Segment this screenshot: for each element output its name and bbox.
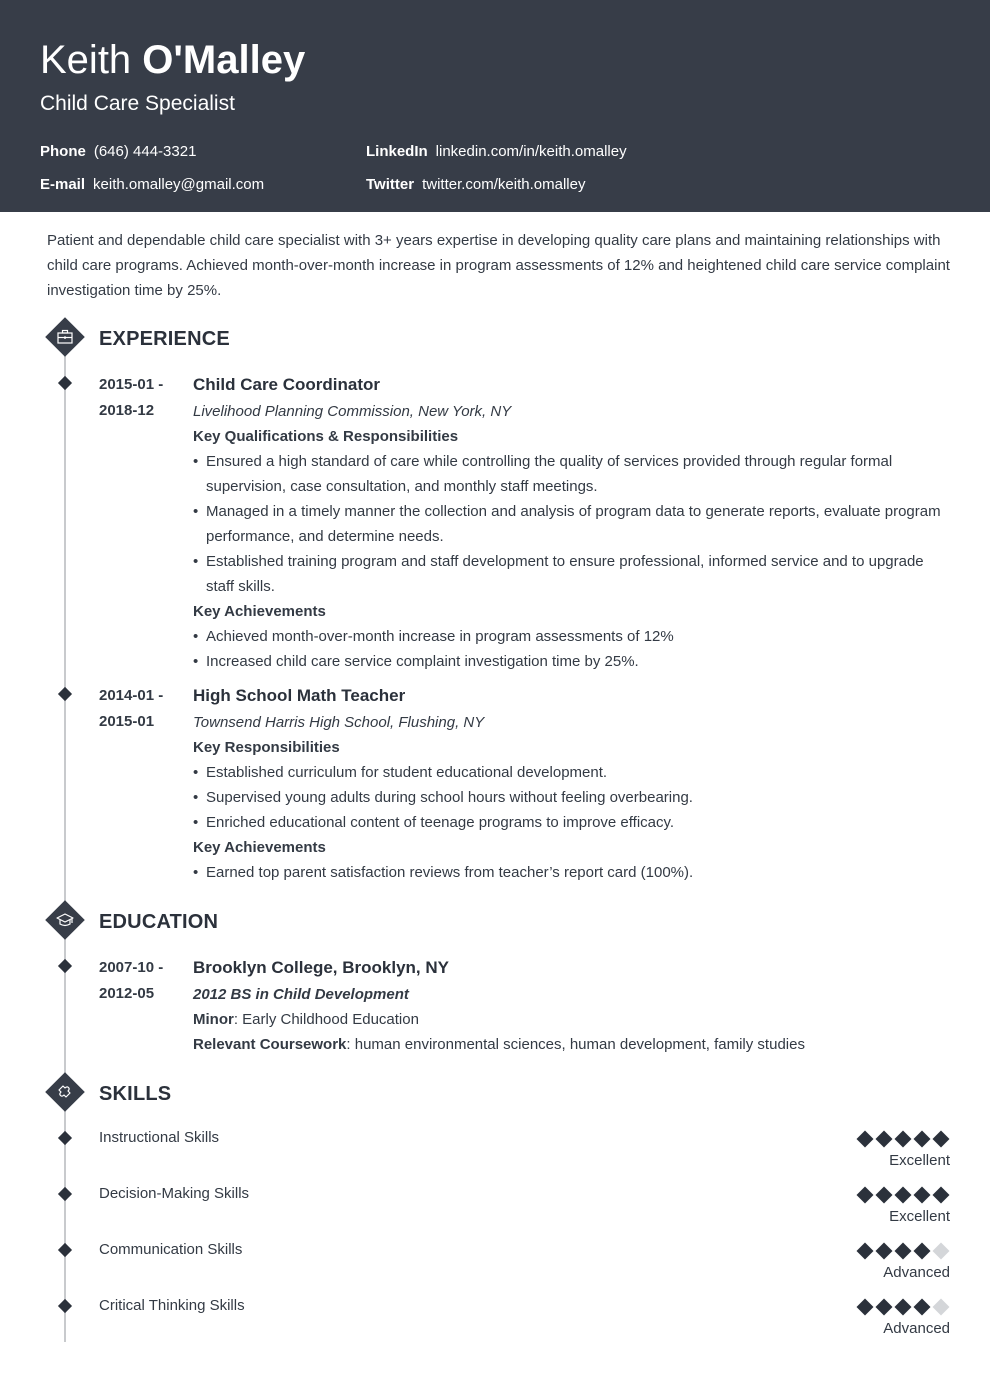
contact-email <box>40 175 264 195</box>
skill-name: Instructional Skills <box>99 1129 220 1146</box>
skill-name: Critical Thinking Skills <box>99 1297 245 1314</box>
skill-rating <box>750 1130 950 1171</box>
timeline-marker <box>58 376 72 390</box>
timeline-marker <box>58 1131 72 1145</box>
rating-pip-filled <box>857 1243 874 1260</box>
skills-heading: SKILLS <box>99 1083 172 1105</box>
contact-twitter <box>366 175 585 195</box>
skill-rating-pips <box>750 1242 950 1260</box>
job-title: Child Care Specialist <box>40 92 235 115</box>
list-item: • Established training program and staff development to ensure professional, informed service and to upgrade staff skills. <box>193 549 953 599</box>
job-date-end: 2015-01 <box>99 713 155 730</box>
skill-rating <box>750 1298 950 1339</box>
job-dates <box>99 683 179 735</box>
skill-level: Advanced <box>883 1264 950 1281</box>
education-dates <box>99 955 179 1007</box>
skill-rating-pips <box>750 1130 950 1148</box>
skill-rating-pips <box>750 1298 950 1316</box>
rating-pip-filled <box>914 1299 931 1316</box>
job-date-start: 2014-01 - <box>99 687 164 704</box>
education-section-icon <box>45 900 85 940</box>
timeline-marker <box>58 1243 72 1257</box>
list-item: • Supervised young adults during school hours without feeling overbearing. <box>193 785 953 810</box>
degree: 2012 BS in Child Development <box>193 986 409 1003</box>
skill-level: Excellent <box>889 1208 950 1225</box>
rating-pip-filled <box>914 1187 931 1204</box>
education-entry <box>193 955 953 1057</box>
achievements-list <box>193 624 953 674</box>
rating-pip-filled <box>857 1131 874 1148</box>
coursework-label: Relevant Coursework <box>193 1036 347 1053</box>
contact-twitter-value[interactable]: twitter.com/keith.omalley <box>422 176 586 193</box>
list-item: • Enriched educational content of teenage programs to improve efficacy. <box>193 810 953 835</box>
skill-rating-pips <box>750 1186 950 1204</box>
minor-value: : Early Childhood Education <box>233 1011 419 1028</box>
resume-header <box>0 0 990 212</box>
list-item: • Managed in a timely manner the collection and analysis of program data to generate reports, evaluate program performance, and determine needs. <box>193 499 953 549</box>
job-title-heading: High School Math Teacher <box>193 686 406 705</box>
coursework <box>193 1032 953 1057</box>
job-date-start: 2015-01 - <box>99 376 164 393</box>
rating-pip-filled <box>914 1131 931 1148</box>
responsibilities-list <box>193 449 953 599</box>
contact-phone <box>40 142 196 162</box>
responsibilities-heading: Key Responsibilities <box>193 739 340 756</box>
job-entry <box>193 683 953 885</box>
list-item: • Increased child care service complaint investigation time by 25%. <box>193 649 953 674</box>
rating-pip-empty <box>933 1243 950 1260</box>
rating-pip-filled <box>876 1299 893 1316</box>
achievements-heading: Key Achievements <box>193 839 326 856</box>
contact-phone-value[interactable]: (646) 444-3321 <box>93 143 197 160</box>
responsibilities-heading: Key Qualifications & Responsibilities <box>193 428 459 445</box>
skill-level: Advanced <box>883 1320 950 1337</box>
rating-pip-filled <box>895 1299 912 1316</box>
list-item: • Achieved month-over-month increase in program assessments of 12% <box>193 624 953 649</box>
contact-phone-label: Phone <box>40 143 86 160</box>
profile-summary: Patient and dependable child care specialist with 3+ years expertise in developing quality care plans and maintaining relationships with child care programs. Achieved month-over-month increase in program assessments of 12% and heightened child care service complaint investigation time by 25%. <box>47 232 950 299</box>
list-item: • Earned top parent satisfaction reviews from teacher’s report card (100%). <box>193 860 953 885</box>
rating-pip-filled <box>933 1187 950 1204</box>
list-item: • Established curriculum for student educational development. <box>193 760 953 785</box>
job-dates <box>99 372 179 424</box>
experience-heading: EXPERIENCE <box>99 328 230 350</box>
job-title-heading: Child Care Coordinator <box>193 375 381 394</box>
list-item: • Ensured a high standard of care while controlling the quality of services provided through regular formal supervision, case consultation, and monthly staff meetings. <box>193 449 953 499</box>
minor <box>193 1007 953 1032</box>
rating-pip-filled <box>933 1131 950 1148</box>
rating-pip-filled <box>895 1187 912 1204</box>
timeline-marker <box>58 687 72 701</box>
timeline-marker <box>58 1187 72 1201</box>
contact-email-label: E-mail <box>40 176 86 193</box>
skills-section-icon <box>45 1072 85 1112</box>
rating-pip-filled <box>895 1243 912 1260</box>
job-organization: Townsend Harris High School, Flushing, NY <box>193 714 485 731</box>
skill-level: Excellent <box>889 1152 950 1169</box>
achievements-heading: Key Achievements <box>193 603 326 620</box>
timeline-marker <box>58 959 72 973</box>
contact-linkedin-value[interactable]: linkedin.com/in/keith.omalley <box>435 143 627 160</box>
rating-pip-filled <box>914 1243 931 1260</box>
rating-pip-filled <box>857 1299 874 1316</box>
puzzle-icon <box>55 1082 75 1102</box>
job-date-end: 2018-12 <box>99 402 155 419</box>
contact-linkedin-label: LinkedIn <box>366 143 428 160</box>
minor-label: Minor <box>193 1011 234 1028</box>
skill-rating <box>750 1186 950 1227</box>
rating-pip-filled <box>876 1131 893 1148</box>
education-date-end: 2012-05 <box>99 985 155 1002</box>
rating-pip-filled <box>857 1187 874 1204</box>
education-heading: EDUCATION <box>99 911 219 933</box>
briefcase-icon <box>55 327 75 347</box>
last-name: O'Malley <box>142 38 306 82</box>
rating-pip-filled <box>876 1243 893 1260</box>
contact-twitter-label: Twitter <box>366 176 415 193</box>
achievements-list <box>193 860 953 885</box>
coursework-value: : human environmental sciences, human development, family studies <box>346 1036 805 1053</box>
skill-name: Communication Skills <box>99 1241 243 1258</box>
experience-section-icon <box>45 317 85 357</box>
first-name: Keith <box>40 38 132 82</box>
contact-email-value[interactable]: keith.omalley@gmail.com <box>93 176 265 193</box>
rating-pip-empty <box>933 1299 950 1316</box>
rating-pip-filled <box>895 1131 912 1148</box>
candidate-name <box>40 36 305 84</box>
skill-name: Decision-Making Skills <box>99 1185 250 1202</box>
graduation-cap-icon <box>55 910 75 930</box>
skill-rating <box>750 1242 950 1283</box>
timeline-marker <box>58 1299 72 1313</box>
contact-linkedin <box>366 142 627 162</box>
job-organization: Livelihood Planning Commission, New York, NY <box>193 403 512 420</box>
rating-pip-filled <box>876 1187 893 1204</box>
responsibilities-list <box>193 760 953 835</box>
education-date-start: 2007-10 - <box>99 959 164 976</box>
school-name: Brooklyn College, Brooklyn, NY <box>193 958 449 977</box>
job-entry <box>193 372 953 674</box>
